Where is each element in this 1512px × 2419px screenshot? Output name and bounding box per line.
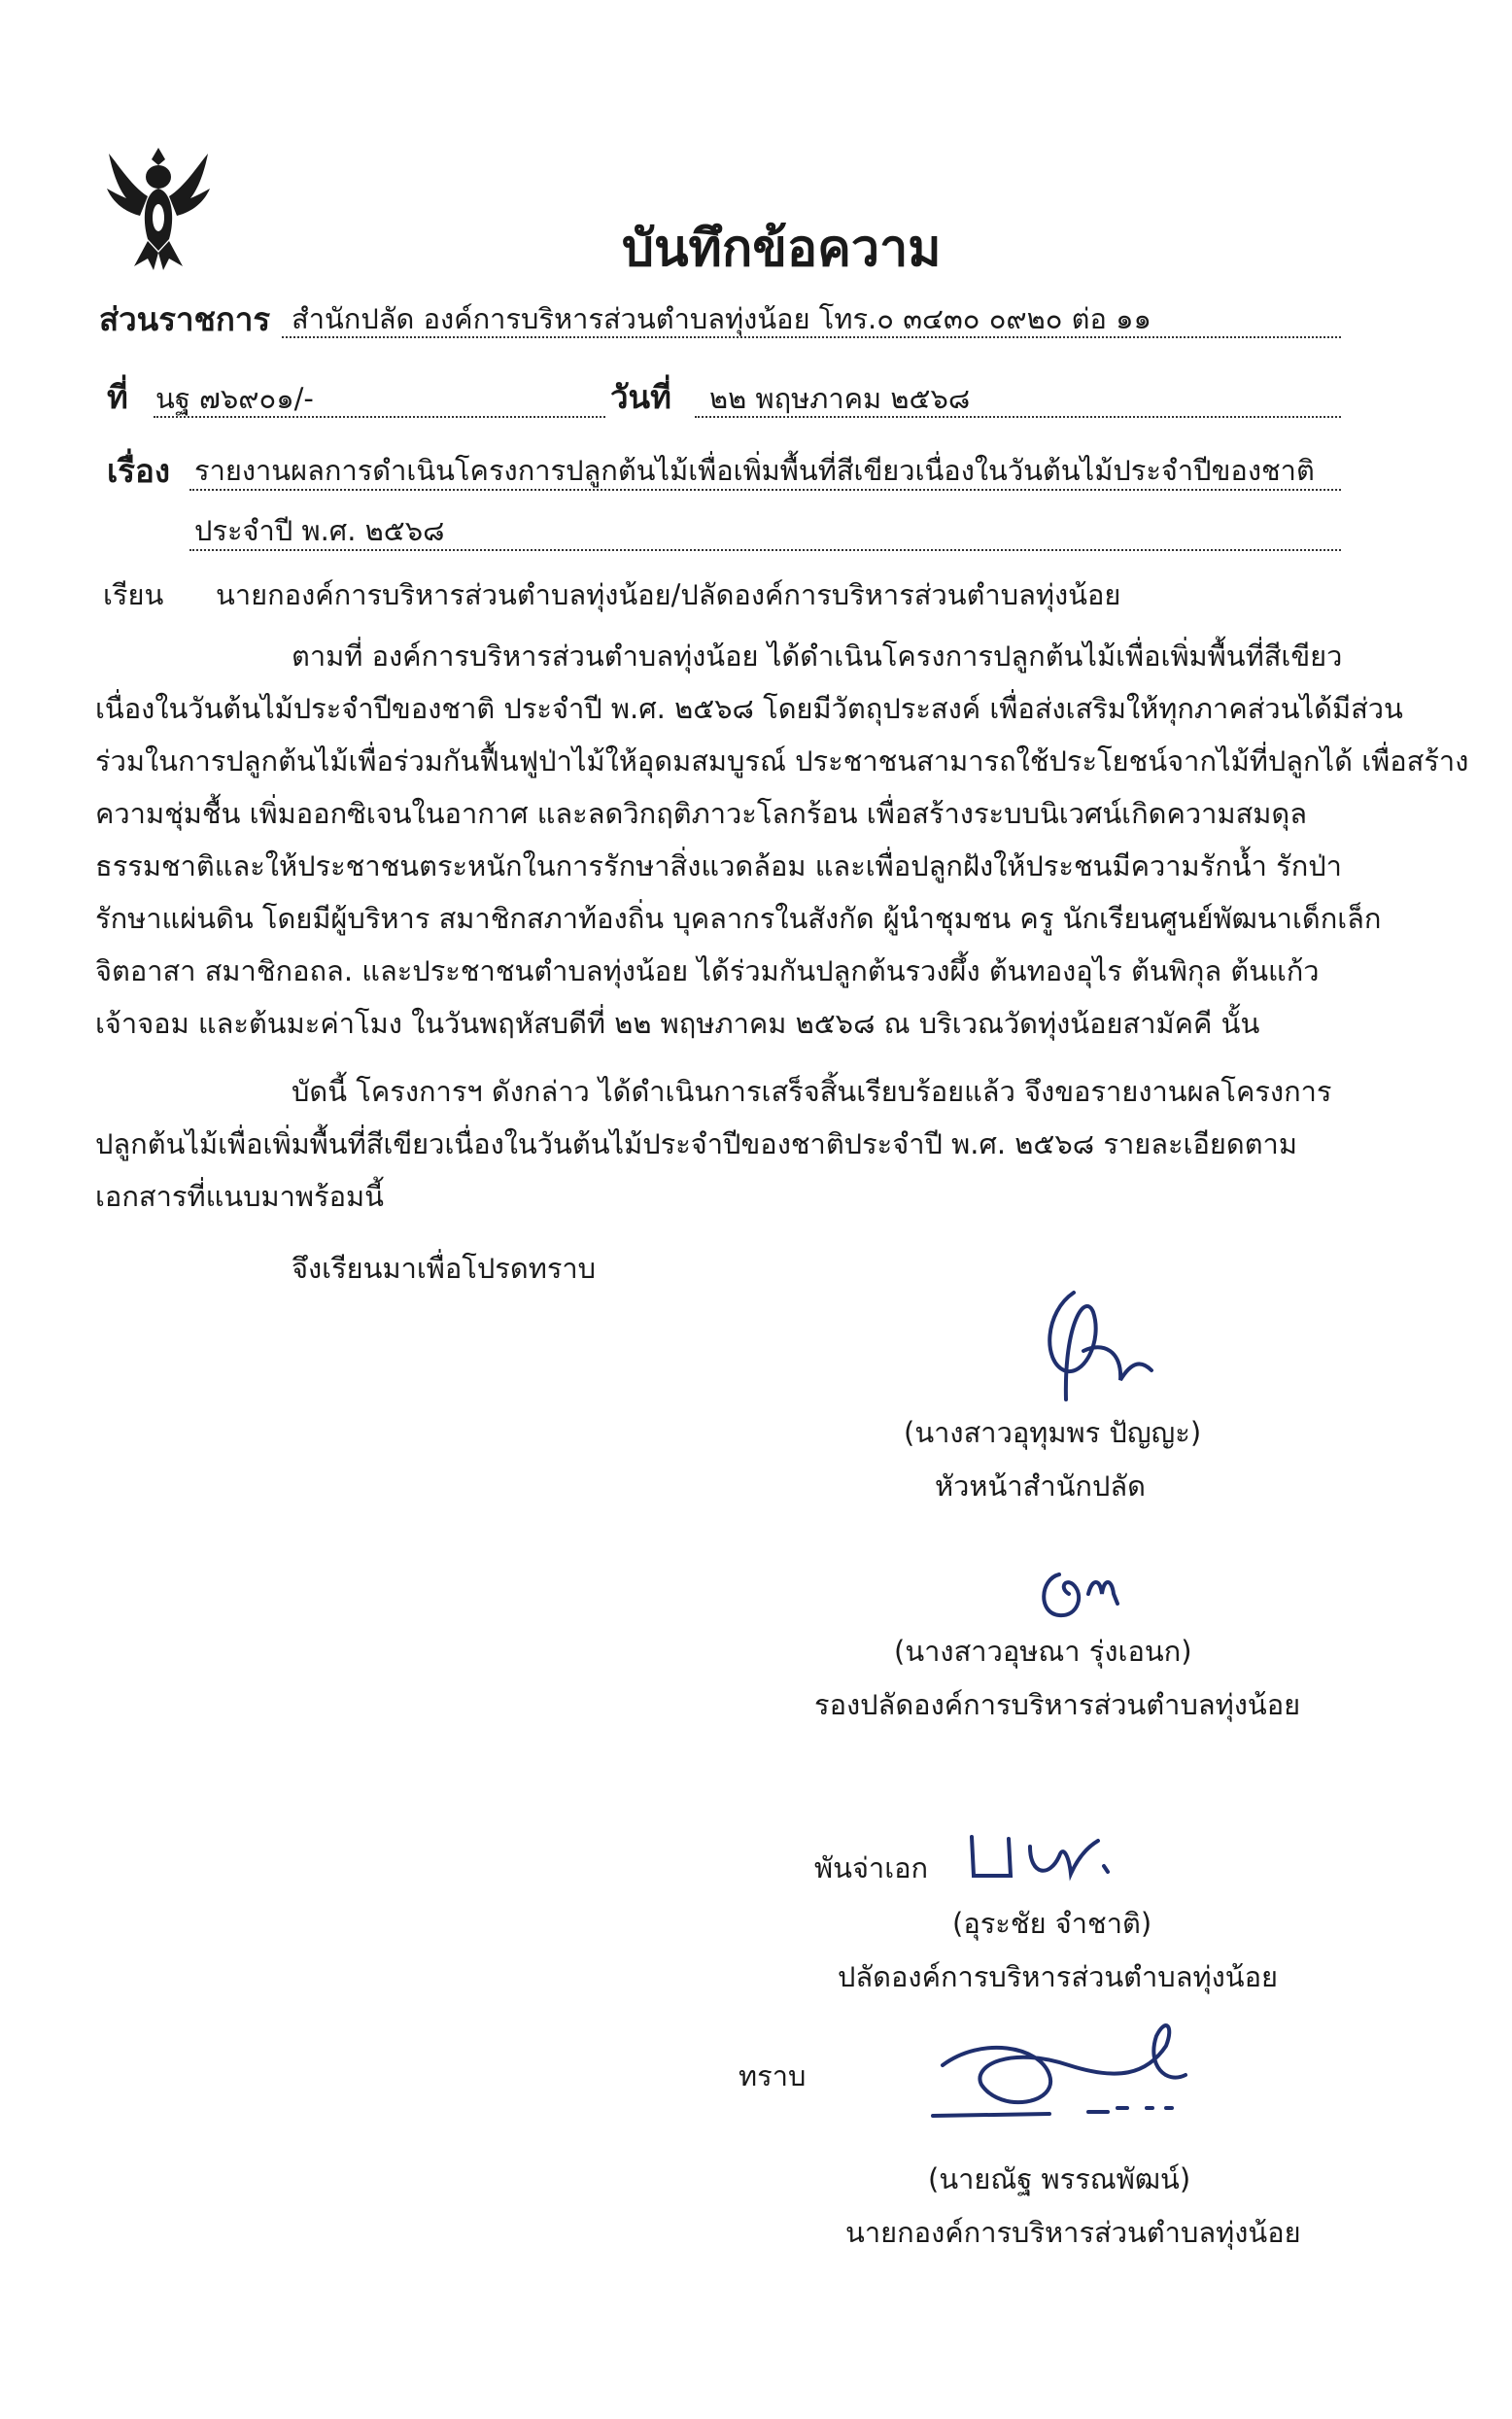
ref-label: ที่	[107, 378, 128, 416]
para1-line: ธรรมชาติและให้ประชาชนตระหนักในการรักษาสิ่งแวดล้อม และเพื่อปลูกฝังให้ประชนมีความรักน้ำ รักป่า	[95, 849, 1342, 882]
date-value: ๒๒ พฤษภาคม ๒๕๖๘	[709, 382, 971, 415]
agency-label: ส่วนราชการ	[99, 300, 271, 338]
signatory-4-position: นายกองค์การบริหารส่วนตำบลทุ่งน้อย	[845, 2216, 1301, 2249]
para2-line: บัดนี้ โครงการฯ ดังกล่าว ได้ดำเนินการเสร็จสิ้นเรียบร้อยแล้ว จึงขอรายงานผลโครงการ	[292, 1075, 1332, 1108]
para2-line: ปลูกต้นไม้เพื่อเพิ่มพื้นที่สีเขียวเนื่องในวันต้นไม้ประจำปีของชาติประจำปี พ.ศ. ๒๕๖๘ รายละเอียดตาม	[95, 1127, 1297, 1160]
salutation-label: เรียน	[103, 578, 164, 611]
para1-line: ความชุ่มชื้น เพิ่มออกซิเจนในอากาศ และลดวิกฤติภาวะโลกร้อน เพื่อสร้างระบบนิเวศน์เกิดความสมดุล	[95, 797, 1307, 830]
subject-line-1: รายงานผลการดำเนินโครงการปลูกต้นไม้เพื่อเพิ่มพื้นที่สีเขียวเนื่องในวันต้นไม้ประจำปีของชาติ	[194, 454, 1315, 487]
subject-line-2: ประจำปี พ.ศ. ๒๕๖๘	[194, 514, 445, 547]
signatory-1-position: หัวหน้าสำนักปลัด	[935, 1469, 1147, 1503]
para2-line: เอกสารที่แนบมาพร้อมนี้	[95, 1180, 384, 1213]
para1-line: เนื่องในวันต้นไม้ประจำปีของชาติ ประจำปี พ.ศ. ๒๕๖๘ โดยมีวัตถุประสงค์ เพื่อส่งเสริมให้ทุกภาคส่วนได้มีส่วน	[95, 692, 1403, 725]
para1-line: ตามที่ องค์การบริหารส่วนตำบลทุ่งน้อย ได้ดำเนินโครงการปลูกต้นไม้เพื่อเพิ่มพื้นที่สีเขียว	[292, 639, 1343, 673]
subject-dotted-line-2	[189, 549, 1341, 551]
para1-line: จิตอาสา สมาชิกอถล. และประชาชนตำบลทุ่งน้อย ได้ร่วมกันปลูกต้นรวงผึ้ง ต้นทองอุไร ต้นพิกุล ต้นแก้ว	[95, 954, 1320, 987]
signatory-1-name: (นางสาวอุทุมพร ปัญญะ)	[904, 1416, 1202, 1449]
signature-1-handwriting	[1006, 1283, 1161, 1419]
signature-3-handwriting	[962, 1817, 1117, 1895]
garuda-emblem-icon	[105, 144, 212, 272]
para1-line: เจ้าจอม และต้นมะค่าโมง ในวันพฤหัสบดีที่ ๒๒ พฤษภาคม ๒๕๖๘ ณ บริเวณวัดทุ่งน้อยสามัคคี นั้น	[95, 1007, 1260, 1040]
ref-value: นฐ ๗๖๙๐๑/-	[155, 382, 314, 415]
signatory-3-rank: พันจ่าเอก	[814, 1851, 929, 1884]
subject-label: เรื่อง	[107, 452, 170, 490]
memo-title: บันทึกข้อความ	[622, 220, 942, 278]
salutation-value: นายกองค์การบริหารส่วนตำบลทุ่งน้อย/ปลัดองค์การบริหารส่วนตำบลทุ่งน้อย	[216, 578, 1121, 611]
date-label: วันที่	[610, 378, 671, 416]
para1-line: รักษาแผ่นดิน โดยมีผู้บริหาร สมาชิกสภาท้องถิ่น บุคลากรในสังกัด ผู้นำชุมชน ครู นักเรียนศูนย์พัฒนาเด็กเล็ก	[95, 902, 1382, 935]
signature-2-handwriting	[1030, 1555, 1166, 1642]
agency-dotted-line	[282, 336, 1341, 338]
closing-line: จึงเรียนมาเพื่อโปรดทราบ	[292, 1252, 597, 1285]
ref-dotted-line	[154, 416, 605, 418]
signature-4-handwriting	[923, 2007, 1254, 2133]
agency-value: สำนักปลัด องค์การบริหารส่วนตำบลทุ่งน้อย โทร.๐ ๓๔๓๐ ๐๙๒๐ ต่อ ๑๑	[292, 302, 1151, 335]
signatory-2-name: (นางสาวอุษณา รุ่งเอนก)	[894, 1635, 1192, 1668]
signatory-3-position: ปลัดองค์การบริหารส่วนตำบลทุ่งน้อย	[838, 1960, 1278, 1993]
para1-line: ร่วมในการปลูกต้นไม้เพื่อร่วมกันฟื้นฟูป่าไม้ให้อุดมสมบูรณ์ ประชาชนสามารถใช้ประโยชน์จากไม้ที่ปลูกได้ เพื่อสร้าง	[95, 744, 1469, 778]
subject-dotted-line-1	[189, 489, 1341, 491]
signatory-4-name: (นายณัฐ พรรณพัฒน์)	[928, 2162, 1191, 2195]
signatory-2-position: รองปลัดองค์การบริหารส่วนตำบลทุ่งน้อย	[814, 1688, 1301, 1721]
acknowledge-label: ทราบ	[739, 2059, 807, 2092]
date-dotted-line	[695, 416, 1341, 418]
signatory-3-name: (อุระชัย จำชาติ)	[952, 1907, 1152, 1940]
